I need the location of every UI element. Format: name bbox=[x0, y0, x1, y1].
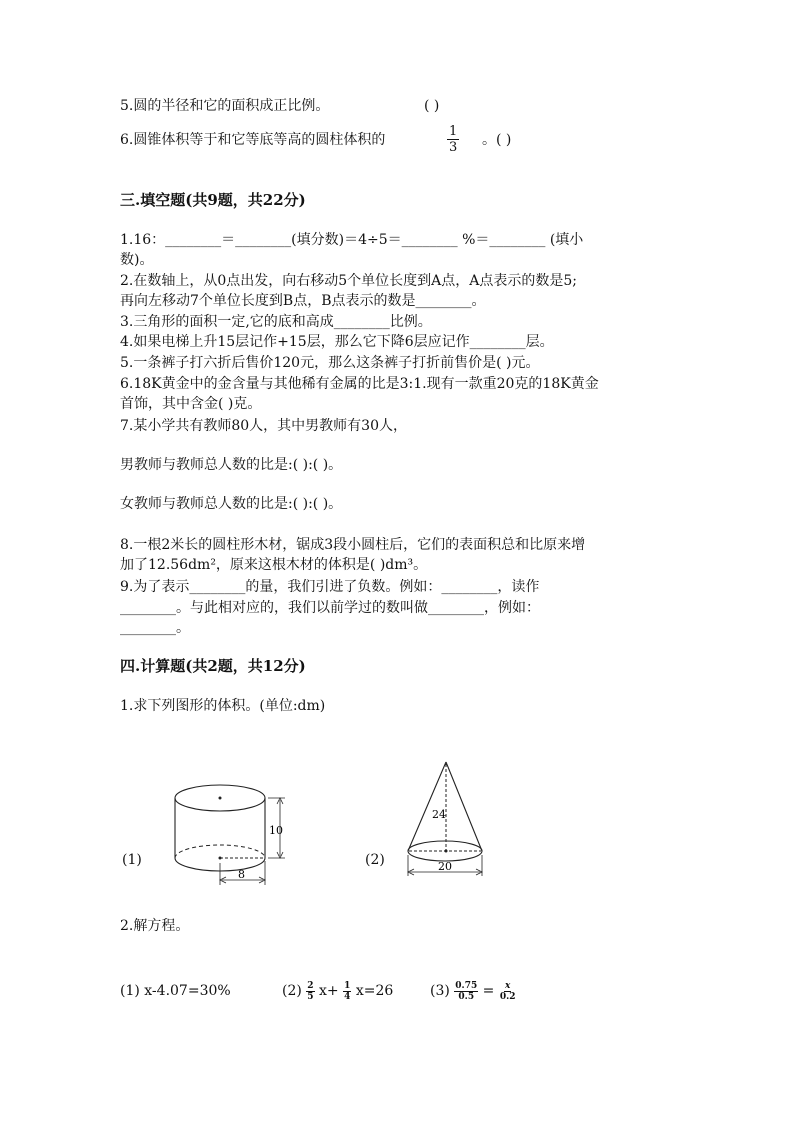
cylinder-radius-label: 8 bbox=[238, 868, 245, 881]
fill-line: 数)。 bbox=[120, 252, 154, 268]
tf-q6-fraction bbox=[447, 124, 459, 155]
fill-line: 再向左移动7个单位长度到B点，B点表示的数是________。 bbox=[120, 293, 486, 309]
fraction-numerator: x bbox=[505, 980, 511, 991]
fill-line: 男教师与教师总人数的比是:( ):( )。 bbox=[120, 457, 343, 473]
fill-line: 9.为了表示________的量，我们引进了负数。例如：________，读作 bbox=[120, 579, 540, 595]
tf-question-6 bbox=[120, 130, 385, 150]
calc-question-2: 2.解方程。 bbox=[120, 918, 190, 934]
equation-2-end: x=26 bbox=[355, 983, 394, 999]
cylinder-bottom-center bbox=[219, 857, 222, 860]
equation-1: (1) x-4.07=30% bbox=[120, 983, 231, 999]
tf-q6-text: 6.圆锥体积等于和它等底等高的圆柱体积的 bbox=[120, 132, 386, 148]
cone-left-edge bbox=[408, 762, 446, 851]
fraction-numerator: 0.75 bbox=[455, 980, 478, 991]
cone-right-edge bbox=[446, 762, 482, 851]
tf-q6-answer-paren[interactable]: 。( ) bbox=[482, 132, 512, 148]
section-fill-heading: 三.填空题(共9题，共22分) bbox=[120, 191, 306, 209]
fill-line: 3.三角形的面积一定,它的底和高成________比例。 bbox=[120, 314, 432, 330]
equation-2 bbox=[282, 974, 393, 1008]
fill-line: ________。 bbox=[120, 620, 190, 636]
figure-1-label: (1) bbox=[122, 852, 142, 868]
cone-figure bbox=[408, 762, 482, 876]
equation-3-fraction-right bbox=[499, 981, 517, 1002]
fill-line: 2.在数轴上，从0点出发，向右移动5个单位长度到A点，A点表示的数是5; bbox=[120, 273, 578, 289]
fill-line: 加了12.56dm²，原来这根木材的体积是( )dm³。 bbox=[120, 557, 428, 573]
cylinder-height-label: 10 bbox=[269, 824, 283, 837]
cylinder-bottom-back bbox=[175, 845, 265, 858]
cylinder-figure bbox=[175, 785, 285, 885]
solid-figures bbox=[110, 755, 510, 885]
fill-line: 5.一条裤子打六折后售价120元，那么这条裤子打折前售价是( )元。 bbox=[120, 355, 540, 371]
fill-line: 女教师与教师总人数的比是:( ):( )。 bbox=[120, 496, 343, 512]
fill-line: 6.18K黄金中的金含量与其他稀有金属的比是3:1.现有一款重20克的18K黄金 bbox=[120, 376, 599, 392]
fill-line: 7.某小学共有教师80人，其中男教师有30人， bbox=[120, 418, 407, 434]
section-calc-heading: 四.计算题(共2题，共12分) bbox=[120, 657, 306, 675]
fraction-denominator: 3 bbox=[449, 140, 458, 155]
equation-2-middle: x+ bbox=[319, 983, 339, 999]
fraction-denominator: 5 bbox=[307, 991, 314, 1002]
fill-line: 1.16：________＝________(填分数)＝4÷5＝________ %＝________ (填小 bbox=[120, 232, 584, 248]
fraction-numerator: 2 bbox=[307, 980, 314, 991]
tf-question-5 bbox=[120, 96, 329, 116]
equation-3-fraction-left bbox=[454, 981, 478, 1002]
fraction-denominator: 0.5 bbox=[458, 991, 475, 1002]
fill-line: 首饰，其中含金( )克。 bbox=[120, 396, 262, 412]
cylinder-top-center bbox=[219, 797, 222, 800]
tf-q5-answer-paren[interactable]: ( ) bbox=[424, 98, 440, 114]
equation-2-fraction-a bbox=[306, 981, 314, 1002]
fraction-numerator: 1 bbox=[344, 980, 351, 991]
equation-2-fraction-b bbox=[343, 981, 351, 1002]
fraction-denominator: 4 bbox=[344, 991, 351, 1002]
equation-2-number: (2) bbox=[282, 983, 302, 999]
fill-line: 4.如果电梯上升15层记作+15层，那么它下降6层应记作________层。 bbox=[120, 334, 554, 350]
calc-question-1: 1.求下列图形的体积。(单位:dm) bbox=[120, 698, 326, 714]
cone-base-center bbox=[445, 850, 448, 853]
tf-q5-text: 5.圆的半径和它的面积成正比例。 bbox=[120, 98, 330, 114]
fraction-numerator: 1 bbox=[449, 124, 458, 139]
equation-3-equals: = bbox=[482, 983, 495, 999]
fraction-denominator: 0.2 bbox=[499, 991, 516, 1002]
cone-height-label: 24 bbox=[432, 808, 446, 821]
figure-2-label: (2) bbox=[365, 852, 385, 868]
equation-3-number: (3) bbox=[430, 983, 450, 999]
cone-diameter-label: 20 bbox=[438, 860, 452, 873]
equation-3 bbox=[430, 974, 517, 1008]
fill-line: ________。与此相对应的，我们以前学过的数叫做________，例如： bbox=[120, 600, 540, 616]
fill-line: 8.一根2米长的圆柱形木材，锯成3段小圆柱后，它们的表面积总和比原来增 bbox=[120, 537, 586, 553]
